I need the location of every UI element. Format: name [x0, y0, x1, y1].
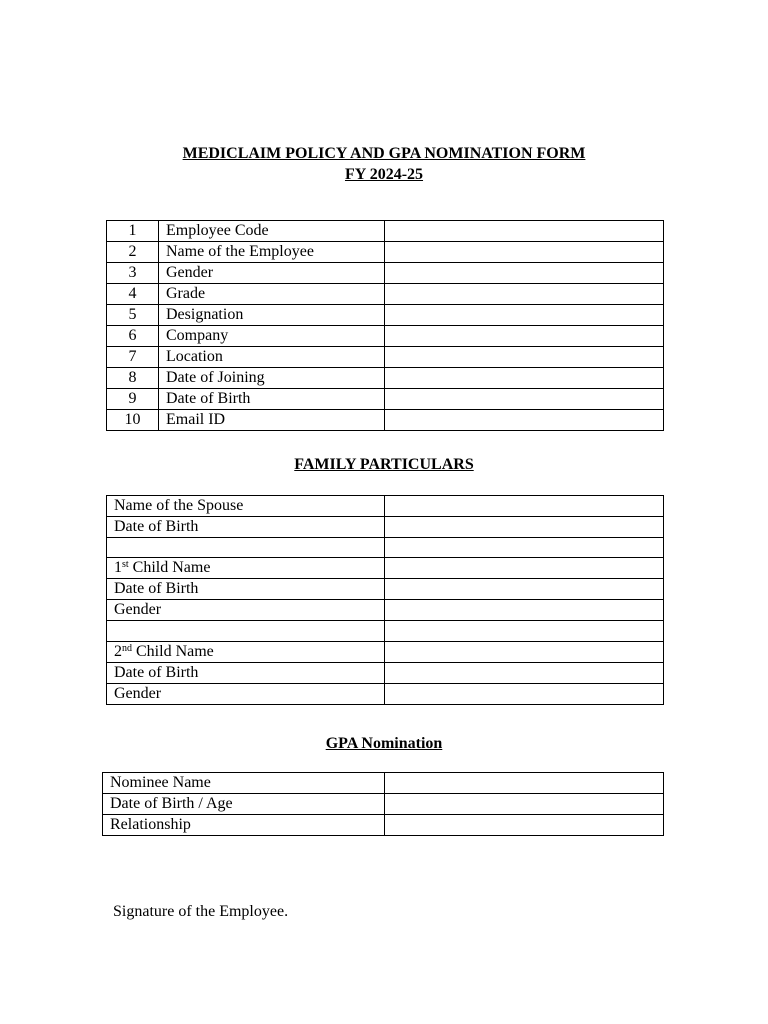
- field-label-child2-gender: Gender: [107, 683, 385, 704]
- field-label-location: Location: [159, 347, 385, 368]
- row-number: 2: [107, 242, 159, 263]
- field-label-date-of-joining: Date of Joining: [159, 368, 385, 389]
- child1-ordinal-suffix: st: [122, 559, 129, 571]
- table-row: [107, 221, 664, 242]
- gpa-nomination-heading: GPA Nomination: [325, 735, 443, 752]
- grade-field[interactable]: [385, 284, 664, 305]
- signature-label: Signature of the Employee.: [113, 903, 289, 920]
- employee-name-field[interactable]: [385, 242, 664, 263]
- email-id-field[interactable]: [385, 410, 664, 431]
- table-row: [107, 263, 664, 284]
- field-label-email-id: Email ID: [159, 410, 385, 431]
- date-of-birth-field[interactable]: [385, 389, 664, 410]
- empty-cell: [385, 621, 664, 641]
- field-label-gender: Gender: [159, 263, 385, 284]
- empty-cell: [107, 621, 385, 641]
- field-label-grade: Grade: [159, 284, 385, 305]
- table-row: [107, 600, 664, 621]
- spouse-name-field[interactable]: [385, 496, 664, 517]
- child2-gender-field[interactable]: [385, 683, 664, 704]
- field-label-employee-code: Employee Code: [159, 221, 385, 242]
- field-label-nominee-dob-age: Date of Birth / Age: [103, 794, 385, 815]
- field-label-spouse-name: Name of the Spouse: [107, 496, 385, 517]
- table-row: [107, 641, 664, 662]
- field-label-employee-name: Name of the Employee: [159, 242, 385, 263]
- field-label-child1-dob: Date of Birth: [107, 579, 385, 600]
- company-field[interactable]: [385, 326, 664, 347]
- field-label-child2-name: [107, 641, 385, 662]
- row-number: 1: [107, 221, 159, 242]
- row-number: 3: [107, 263, 159, 284]
- table-row: [107, 410, 664, 431]
- child1-gender-field[interactable]: [385, 600, 664, 621]
- table-row: [107, 496, 664, 517]
- child1-name-field[interactable]: [385, 558, 664, 579]
- spouse-dob-field[interactable]: [385, 517, 664, 538]
- row-number: 8: [107, 368, 159, 389]
- field-label-relationship: Relationship: [103, 815, 385, 836]
- table-row: [107, 284, 664, 305]
- field-label-spouse-dob: Date of Birth: [107, 517, 385, 538]
- table-row: [107, 305, 664, 326]
- empty-cell: [385, 538, 664, 558]
- field-label-nominee-name: Nominee Name: [103, 773, 385, 794]
- nominee-name-field[interactable]: [385, 773, 664, 794]
- table-row: [107, 326, 664, 347]
- row-number: 4: [107, 284, 159, 305]
- table-row: [103, 794, 664, 815]
- row-number: 6: [107, 326, 159, 347]
- family-particulars-table: [106, 495, 664, 705]
- field-label-child1-gender: Gender: [107, 600, 385, 621]
- child1-ordinal: 1: [114, 559, 122, 577]
- table-row: [107, 662, 664, 683]
- table-row: [107, 683, 664, 704]
- child2-dob-field[interactable]: [385, 662, 664, 683]
- spacer-row: [107, 621, 664, 641]
- date-of-joining-field[interactable]: [385, 368, 664, 389]
- form-fiscal-year: FY 2024-25: [344, 166, 424, 183]
- employee-code-field[interactable]: [385, 221, 664, 242]
- field-label-company: Company: [159, 326, 385, 347]
- child2-name-field[interactable]: [385, 641, 664, 662]
- relationship-field[interactable]: [385, 815, 664, 836]
- table-row: [107, 368, 664, 389]
- table-row: [107, 389, 664, 410]
- designation-field[interactable]: [385, 305, 664, 326]
- row-number: 5: [107, 305, 159, 326]
- table-row: [103, 773, 664, 794]
- nominee-dob-age-field[interactable]: [385, 794, 664, 815]
- field-label-date-of-birth: Date of Birth: [159, 389, 385, 410]
- child1-dob-field[interactable]: [385, 579, 664, 600]
- table-row: [107, 242, 664, 263]
- table-row: [107, 579, 664, 600]
- spacer-row: [107, 538, 664, 558]
- field-label-child2-dob: Date of Birth: [107, 662, 385, 683]
- table-row: [107, 558, 664, 579]
- child2-ordinal: 2: [114, 642, 122, 660]
- family-particulars-heading: FAMILY PARTICULARS: [294, 456, 474, 473]
- child1-name-label: Child Name: [132, 559, 211, 577]
- employee-details-table: [106, 220, 664, 431]
- gpa-nomination-table: [102, 772, 664, 836]
- table-row: [107, 517, 664, 538]
- row-number: 10: [107, 410, 159, 431]
- gender-field[interactable]: [385, 263, 664, 284]
- empty-cell: [107, 538, 385, 558]
- form-title: MEDICLAIM POLICY AND GPA NOMINATION FORM: [182, 145, 586, 162]
- field-label-designation: Designation: [159, 305, 385, 326]
- table-row: [107, 347, 664, 368]
- row-number: 9: [107, 389, 159, 410]
- table-row: [103, 815, 664, 836]
- field-label-child1-name: [107, 558, 385, 579]
- row-number: 7: [107, 347, 159, 368]
- location-field[interactable]: [385, 347, 664, 368]
- child2-name-label: Child Name: [136, 642, 214, 660]
- child2-ordinal-suffix: nd: [122, 642, 132, 654]
